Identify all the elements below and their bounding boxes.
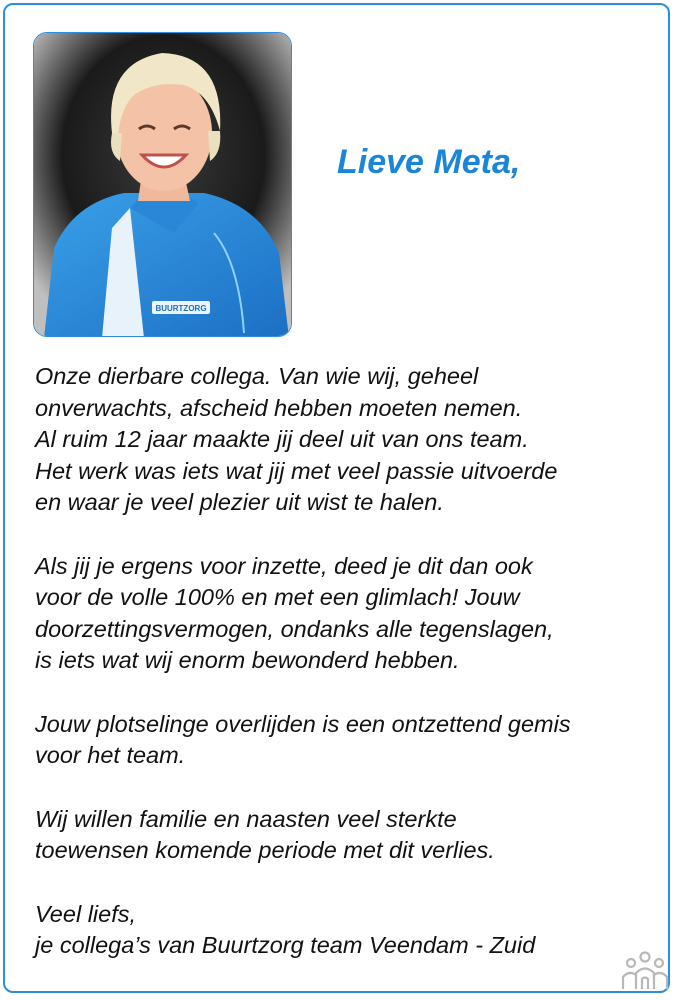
jacket-logo-text: BUURTZORG bbox=[155, 304, 207, 313]
heading: Lieve Meta, bbox=[337, 143, 521, 181]
memorial-card bbox=[3, 3, 670, 993]
text-line: doorzettingsvermogen, ondanks alle tegenslagen, bbox=[35, 615, 554, 642]
people-group-icon bbox=[619, 949, 671, 991]
text-line: Het werk was iets wat jij met veel passie uitvoerde bbox=[35, 457, 558, 484]
paragraph bbox=[35, 361, 655, 519]
text-line: Wij willen familie en naasten veel sterkte bbox=[35, 805, 457, 832]
text-line: Veel liefs, bbox=[35, 900, 137, 927]
portrait-photo bbox=[33, 32, 292, 337]
signature-line: je collega’s van Buurtzorg team Veendam - Zuid bbox=[35, 932, 536, 958]
paragraph bbox=[35, 709, 655, 772]
text-line: toewensen komende periode met dit verlies. bbox=[35, 837, 495, 863]
text-line: voor het team. bbox=[35, 742, 186, 768]
portrait-illustration bbox=[34, 33, 292, 337]
closing bbox=[35, 899, 655, 962]
text-line: Al ruim 12 jaar maakte jij deel uit van ons team. bbox=[35, 426, 529, 452]
text-line: en waar je veel plezier uit wist te halen. bbox=[35, 489, 444, 515]
text-line: Onze dierbare collega. Van wie wij, geheel bbox=[35, 363, 479, 389]
text-line: Jouw plotselinge overlijden is een ontzettend gemis bbox=[35, 710, 571, 737]
paragraph bbox=[35, 551, 655, 677]
text-line: Als jij je ergens voor inzette, deed je dit dan ook bbox=[35, 552, 533, 579]
paragraph bbox=[35, 804, 655, 867]
text-line: voor de volle 100% en met een glimlach! Jouw bbox=[35, 584, 520, 610]
text-line: onverwachts, afscheid hebben moeten nemen. bbox=[35, 394, 523, 421]
text-line: is iets wat wij enorm bewonderd hebben. bbox=[35, 647, 460, 673]
message-body bbox=[35, 361, 655, 962]
